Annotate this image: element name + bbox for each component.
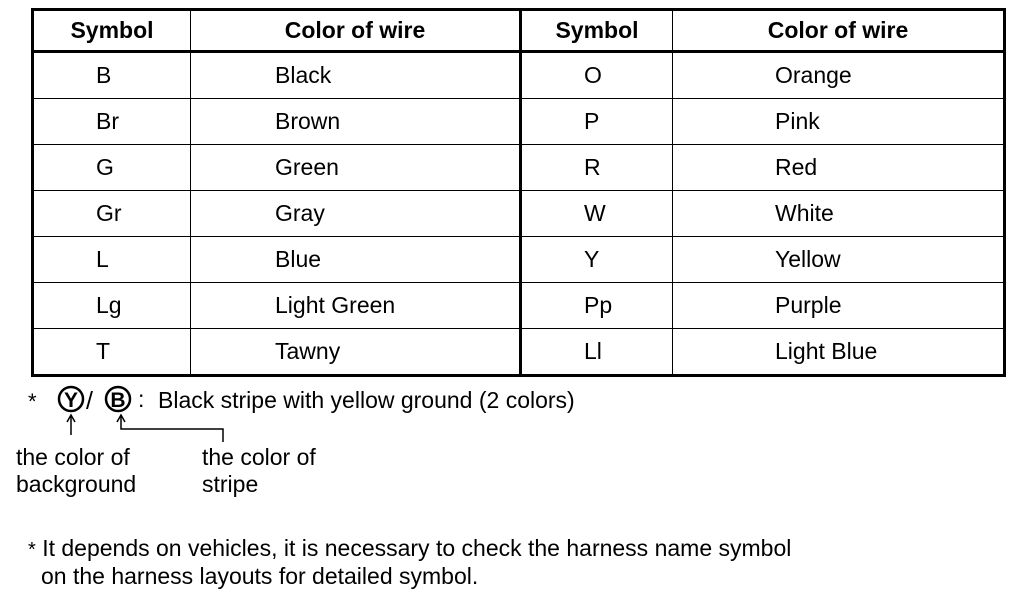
- legend-slash: /: [86, 387, 93, 415]
- header-color-right: Color of wire: [673, 10, 1005, 52]
- color-cell: Purple: [673, 283, 1005, 329]
- symbol-cell: Pp: [521, 283, 673, 329]
- table-row: [33, 52, 1005, 99]
- color-cell: Light Green: [191, 283, 521, 329]
- label-stripe-line1: the color of: [202, 444, 316, 470]
- symbol-cell: G: [33, 145, 191, 191]
- color-cell: Yellow: [673, 237, 1005, 283]
- footnote: [28, 535, 791, 589]
- legend-star: *: [28, 389, 37, 414]
- symbol-cell: Gr: [33, 191, 191, 237]
- header-symbol-right: Symbol: [521, 10, 673, 52]
- symbol-cell: Y: [521, 237, 673, 283]
- color-cell: Red: [673, 145, 1005, 191]
- legend-diagram: [0, 370, 700, 510]
- symbol-cell: Br: [33, 99, 191, 145]
- color-cell: Tawny: [191, 329, 521, 376]
- table-row: [33, 99, 1005, 145]
- label-stripe-line2: stripe: [202, 471, 259, 497]
- symbol-cell: O: [521, 52, 673, 99]
- symbol-cell: T: [33, 329, 191, 376]
- symbol-cell: W: [521, 191, 673, 237]
- table-row: [33, 283, 1005, 329]
- stripe-color-symbol: B: [110, 389, 126, 412]
- color-cell: Brown: [191, 99, 521, 145]
- legend-colon: :: [138, 386, 145, 412]
- color-cell: White: [673, 191, 1005, 237]
- legend-description: Black stripe with yellow ground (2 colors): [158, 387, 575, 413]
- stripe-connector-line: [121, 415, 223, 442]
- background-color-symbol: Y: [63, 389, 79, 412]
- label-background-line2: background: [16, 471, 137, 497]
- table-row: [33, 237, 1005, 283]
- color-cell: Orange: [673, 52, 1005, 99]
- color-cell: Gray: [191, 191, 521, 237]
- color-cell: Light Blue: [673, 329, 1005, 376]
- footnote-star: *: [28, 539, 36, 561]
- color-cell: Blue: [191, 237, 521, 283]
- table-header-row: [33, 10, 1005, 52]
- color-cell: Green: [191, 145, 521, 191]
- label-background-line1: the color of: [16, 444, 130, 470]
- symbol-cell: B: [33, 52, 191, 99]
- symbol-cell: P: [521, 99, 673, 145]
- symbol-cell: Lg: [33, 283, 191, 329]
- footnote-line2: on the harness layouts for detailed symbol.: [41, 563, 479, 589]
- color-cell: Pink: [673, 99, 1005, 145]
- header-color-left: Color of wire: [191, 10, 521, 52]
- table-row: [33, 329, 1005, 376]
- symbol-cell: L: [33, 237, 191, 283]
- symbol-cell: Ll: [521, 329, 673, 376]
- table-row: [33, 191, 1005, 237]
- symbol-cell: R: [521, 145, 673, 191]
- color-cell: Black: [191, 52, 521, 99]
- header-symbol-left: Symbol: [33, 10, 191, 52]
- table-row: [33, 145, 1005, 191]
- wire-color-table: [31, 8, 1006, 377]
- footnote-line1: It depends on vehicles, it is necessary to check the harness name symbol: [42, 535, 792, 561]
